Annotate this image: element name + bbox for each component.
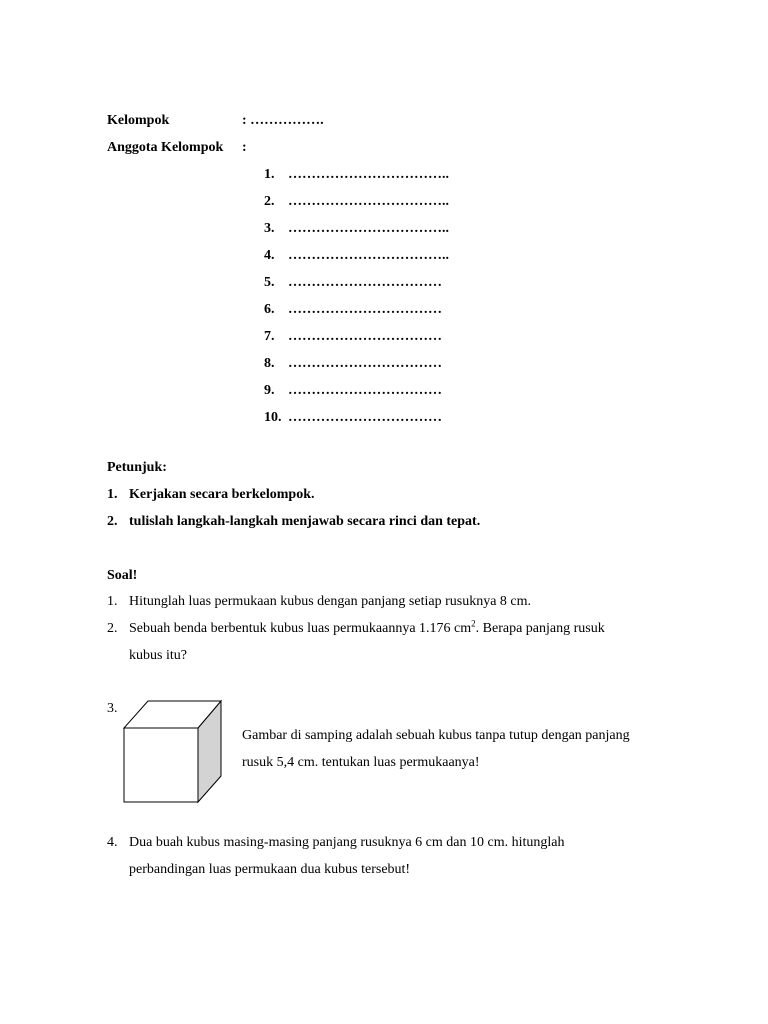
member-line: …………………………….. [288, 194, 449, 209]
question-2-line1 [129, 620, 605, 637]
question-2-text-a: Sebuah benda berbentuk kubus luas permukaannya 1.176 cm [129, 621, 472, 636]
superscript: 2 [471, 618, 476, 629]
member-line: …………………………… [288, 302, 442, 317]
member-number: 8. [264, 356, 275, 371]
question-number: 1. [107, 594, 118, 609]
member-number: 1. [264, 167, 275, 182]
member-number: 3. [264, 221, 275, 236]
member-number: 10. [264, 410, 282, 425]
question-1-text: Hitunglah luas permukaan kubus dengan panjang setiap rusuknya 8 cm. [129, 594, 532, 609]
member-line: …………………………….. [288, 248, 449, 263]
question-number: 4. [107, 835, 118, 850]
member-number: 5. [264, 275, 275, 290]
member-number: 4. [264, 248, 275, 263]
cube-figure [112, 698, 224, 804]
member-number: 9. [264, 383, 275, 398]
questions-heading: Soal! [107, 568, 138, 583]
instruction-number: 2. [107, 514, 118, 529]
member-line: …………………………… [288, 383, 442, 398]
question-2-text-b: . Berapa panjang rusuk [475, 621, 605, 636]
instructions-heading: Petunjuk: [107, 460, 167, 475]
member-line: …………………………….. [288, 221, 449, 236]
question-3-line2: rusuk 5,4 cm. tentukan luas permukaanya! [242, 755, 480, 770]
question-2-line2: kubus itu? [129, 648, 187, 663]
member-line: …………………………… [288, 275, 442, 290]
member-number: 2. [264, 194, 275, 209]
instruction-text: tulislah langkah-langkah menjawab secara rinci dan tepat. [129, 514, 481, 529]
question-number: 2. [107, 621, 118, 636]
question-4-line1: Dua buah kubus masing-masing panjang rusuknya 6 cm dan 10 cm. hitunglah [129, 835, 565, 850]
instruction-text: Kerjakan secara berkelompok. [129, 487, 315, 502]
instruction-number: 1. [107, 487, 118, 502]
question-number: 3. [107, 701, 118, 716]
cube-front-face [124, 728, 198, 802]
question-4-line2: perbandingan luas permukaan dua kubus tersebut! [129, 862, 411, 877]
member-line: …………………………….. [288, 167, 449, 182]
question-3-line1: Gambar di samping adalah sebuah kubus tanpa tutup dengan panjang [242, 728, 630, 743]
kelompok-label: Kelompok [107, 113, 170, 128]
kelompok-value: : ……………. [242, 113, 324, 128]
member-line: …………………………… [288, 329, 442, 344]
member-number: 6. [264, 302, 275, 317]
member-number: 7. [264, 329, 275, 344]
anggota-label: Anggota Kelompok [107, 140, 224, 155]
member-line: …………………………… [288, 410, 442, 425]
member-line: …………………………… [288, 356, 442, 371]
anggota-colon: : [242, 140, 247, 155]
